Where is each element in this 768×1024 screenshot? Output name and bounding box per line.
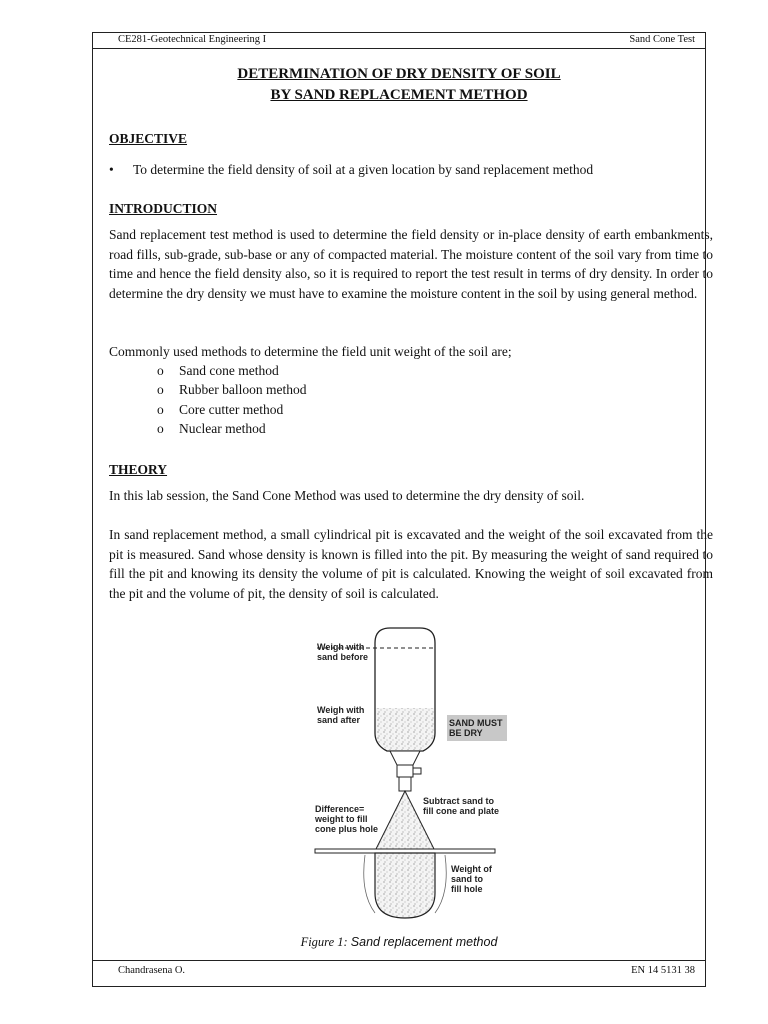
theory-paragraph-2: In sand replacement method, a small cylindrical pit is excavated and the weight of the soil excavated from the pit is measured. Sand whose density is known is filled into the pit. By measuring the weight of sand required to fill the pit and knowing its density the volume of pit is calculated. Knowing the weight of soil excavated from the pit and the volume of pit, the density of soil is calculated. (109, 527, 713, 601)
bullet-dot: • (109, 162, 114, 177)
figure-caption (92, 935, 706, 950)
ground-hatch (364, 855, 375, 913)
label-weigh-before-2: sand before (317, 652, 369, 662)
objective-heading: OBJECTIVE (109, 131, 188, 146)
objective-bullet (109, 162, 593, 178)
label-sand-dry-1: SAND MUST (449, 718, 503, 728)
methods-intro: Commonly used methods to determine the field unit weight of the soil are; (109, 344, 512, 359)
label-weigh-after-2: sand after (317, 715, 361, 725)
list-item: o Rubber balloon method (157, 382, 307, 398)
list-item: o Nuclear method (157, 420, 266, 436)
label-hole-1: Weight of (451, 864, 492, 874)
list-item: o Sand cone method (157, 363, 279, 378)
page-title-line-1: DETERMINATION OF DRY DENSITY OF SOIL (237, 66, 561, 82)
hole (375, 853, 435, 918)
ground-hatch (435, 855, 446, 913)
methods-list (157, 361, 306, 438)
label-weigh-after-1: Weigh with (317, 705, 365, 715)
label-subtract-1: Subtract sand to (423, 796, 495, 806)
header-divider (92, 48, 706, 49)
figure-caption-prefix: Figure 1: (300, 935, 348, 949)
funnel-stem (399, 777, 411, 791)
introduction-heading: INTRODUCTION (109, 201, 218, 216)
introduction-paragraph: Sand replacement test method is used to determine the field density or in-place density of earth embankments, road fills, sub-grade, sub-base or any of compacted material. The moisture content of the soil vary from time to time and hence the field density also, so it is required to report the test result in terms of dry density. In order to determine the dry density we must have to examine the moisture content in the soil by using general method. (109, 227, 713, 301)
label-difference-1: Difference= (315, 804, 365, 814)
sand-cone-figure (305, 623, 515, 933)
label-difference-3: cone plus hole (315, 824, 379, 834)
theory-paragraph-1: In this lab session, the Sand Cone Method was used to determine the dry density of soil. (109, 488, 585, 503)
footer-divider (92, 960, 706, 961)
header-course: CE281-Geotechnical Engineering I (118, 34, 267, 45)
label-difference-2: weight to fill (315, 814, 368, 824)
label-hole-3: fill hole (451, 884, 483, 894)
valve-handle (413, 768, 421, 774)
label-subtract-2: fill cone and plate (423, 806, 500, 816)
label-sand-dry-2: BE DRY (449, 728, 483, 738)
objective-bullet-text: To determine the field density of soil at a given location by sand replacement method (133, 162, 594, 177)
jar-neck (390, 751, 420, 765)
footer-reg-no: EN 14 5131 38 (631, 965, 695, 976)
valve (397, 765, 413, 777)
header-test-name: Sand Cone Test (629, 34, 695, 45)
figure-caption-text: Sand replacement method (350, 935, 498, 949)
list-item: o Core cutter method (157, 401, 284, 417)
label-hole-2: sand to (451, 874, 484, 884)
page-title-line-2: BY SAND REPLACEMENT METHOD (270, 87, 528, 103)
theory-heading: THEORY (109, 462, 168, 477)
sand-in-jar (376, 708, 434, 750)
label-weigh-before-1: Weigh with (317, 642, 365, 652)
sand-cone-diagram (305, 623, 515, 928)
footer-author: Chandrasena O. (118, 965, 186, 976)
